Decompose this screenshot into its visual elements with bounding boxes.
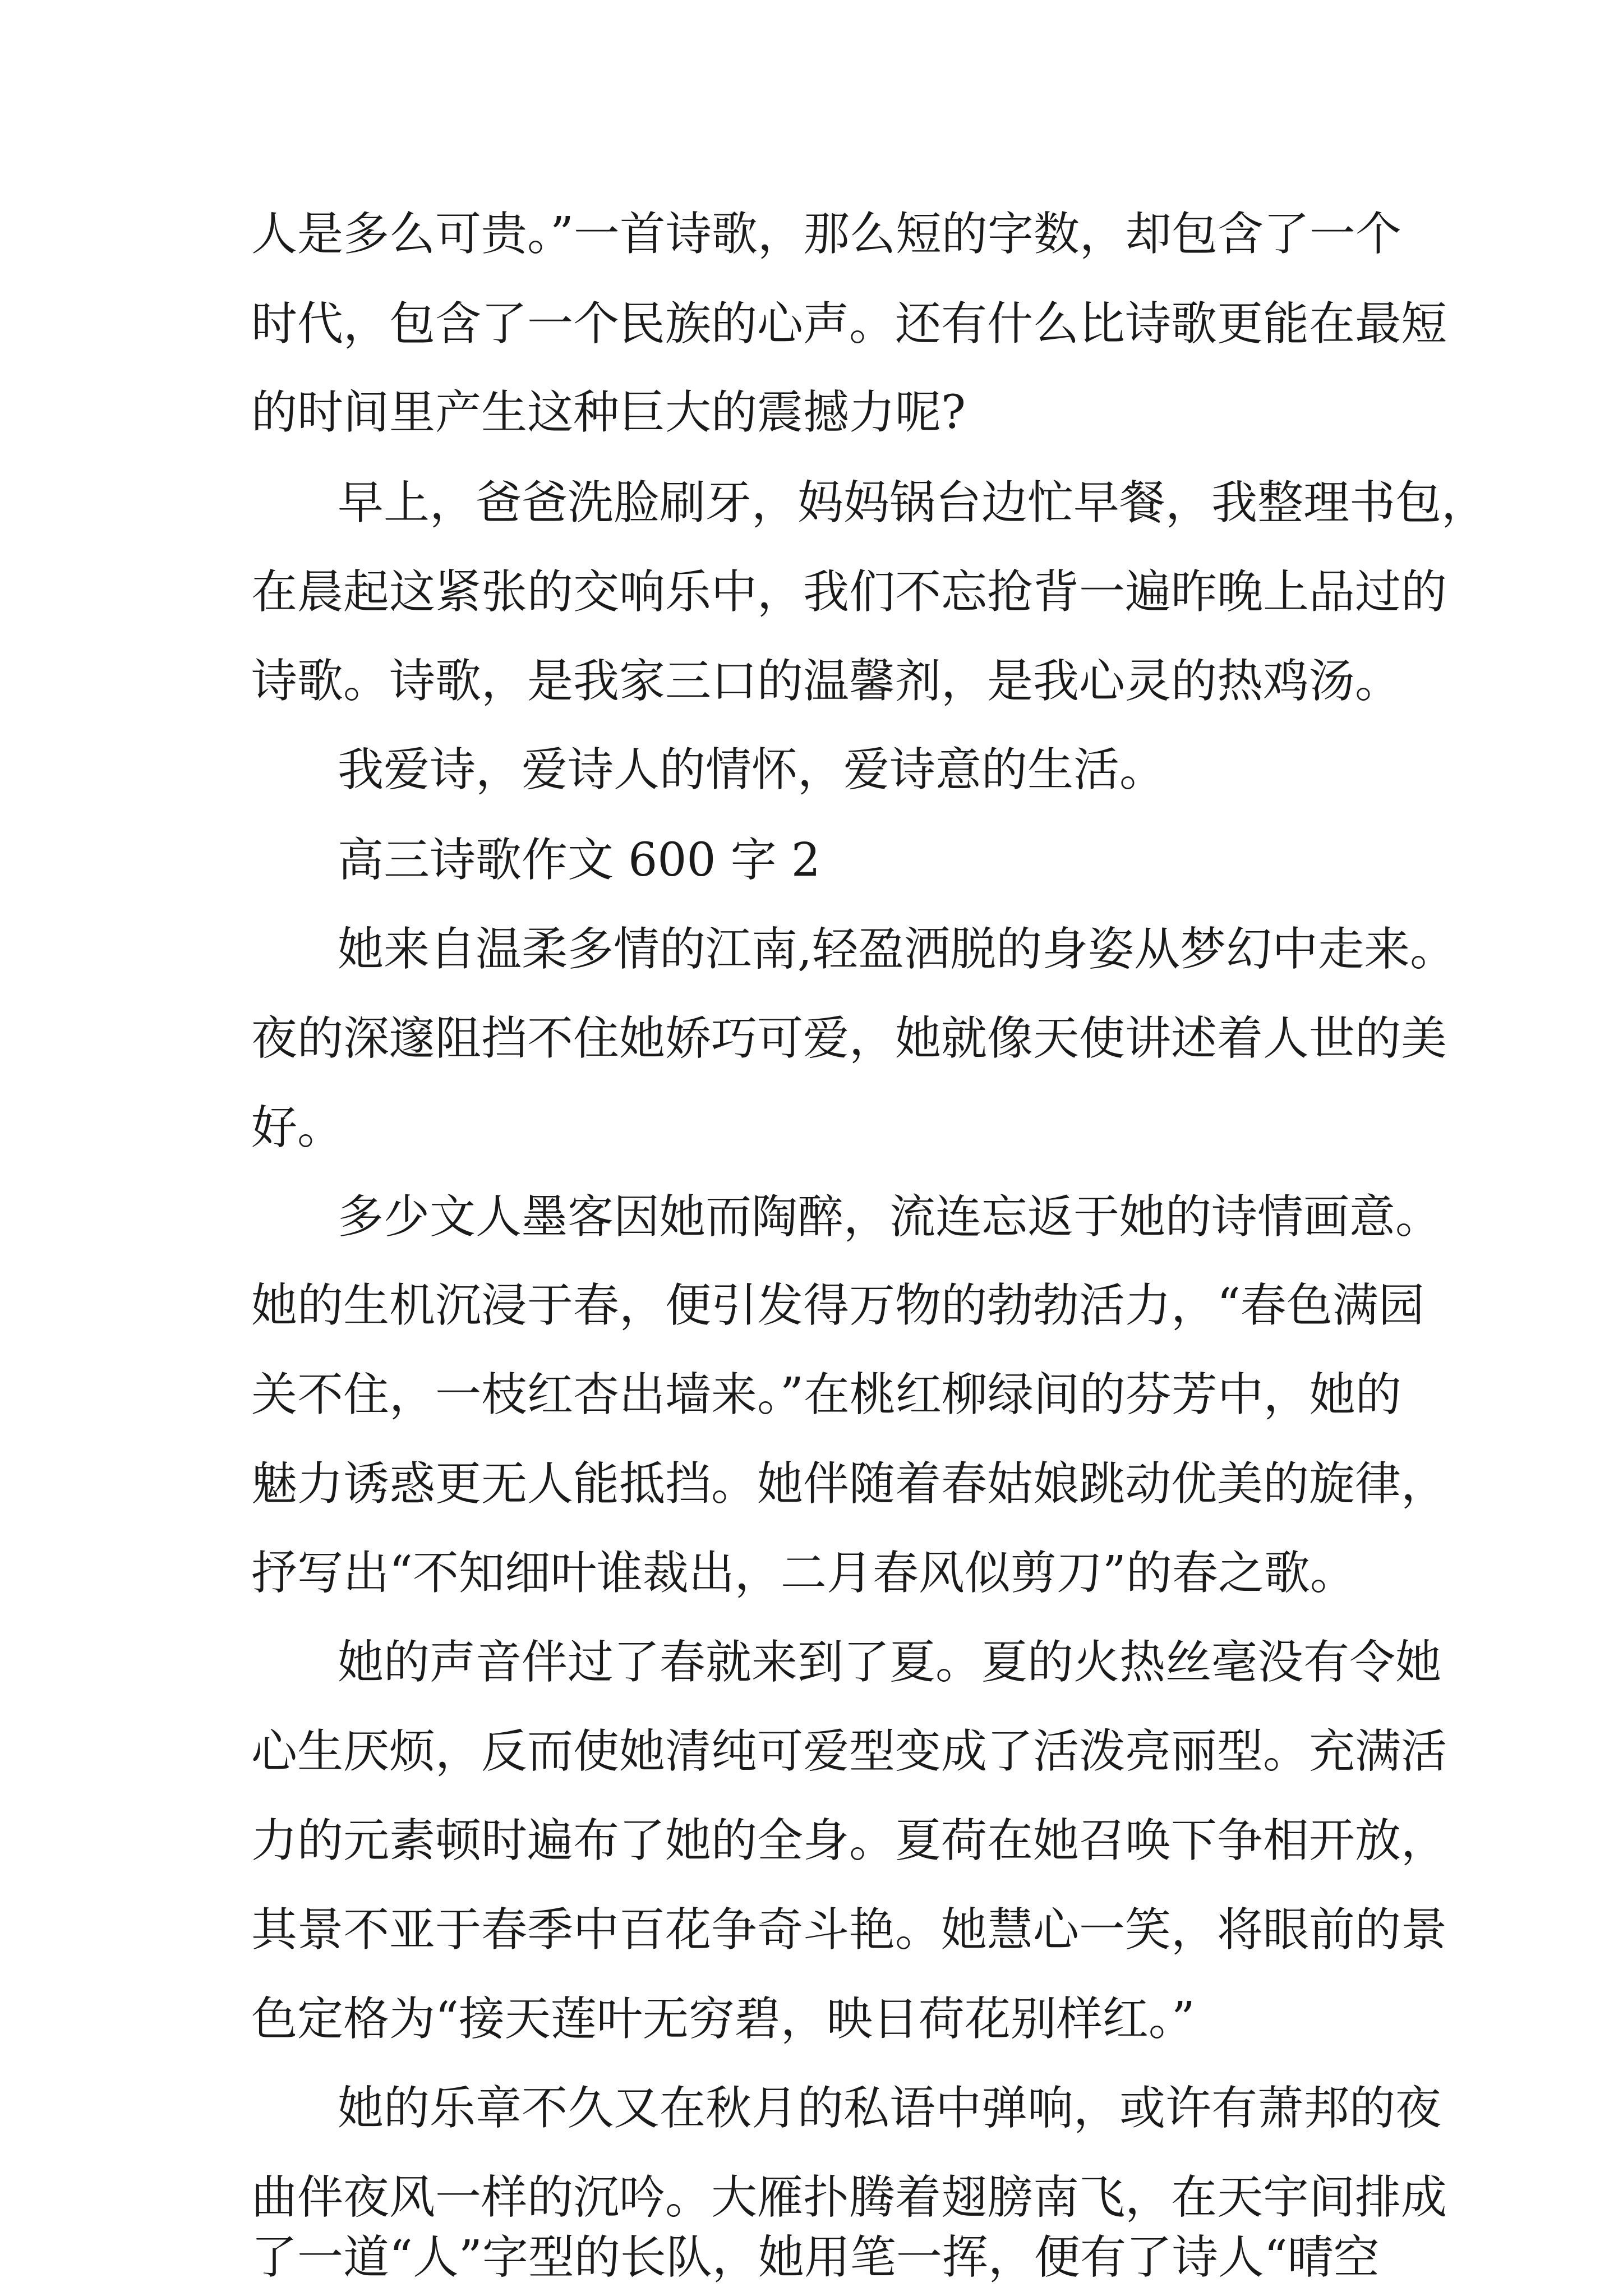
text-line: 她来自温柔多情的江南,轻盈洒脱的身姿从梦幻中走来。 — [338, 923, 1456, 976]
text-line: 心生厌烦，反而使她清纯可爱型变成了活泼亮丽型。充满活 — [251, 1725, 1447, 1778]
text-line: 关不住，一枝红杏出墙来。”在桃红柳绿间的芬芳中，她的 — [251, 1368, 1401, 1421]
text-line: 她的乐章不久又在秋月的私语中弹响，或许有萧邦的夜 — [338, 2082, 1442, 2135]
text-line: 她的生机沉浸于春，便引发得万物的勃勃活力，“春色满园 — [251, 1279, 1424, 1332]
text-line: 的时间里产生这种巨大的震撼力呢? — [251, 386, 966, 439]
text-line: 抒写出“不知细叶谁裁出，二月春风似剪刀”的春之歌。 — [251, 1547, 1356, 1600]
text-line: 在晨起这紧张的交响乐中，我们不忘抢背一遍昨晚上品过的 — [251, 565, 1447, 619]
text-line: 曲伴夜风一样的沉吟。大雁扑腾着翅膀南飞，在天宇间排成 — [251, 2171, 1447, 2224]
text-line: 魅力诱惑更无人能抵挡。她伴随着春姑娘跳动优美的旋律， — [251, 1457, 1447, 1511]
text-line: 力的元素顿时遍布了她的全身。夏荷在她召唤下争相开放， — [251, 1814, 1447, 1867]
text-line: 夜的深邃阻挡不住她娇巧可爱，她就像天使讲述着人世的美 — [251, 1012, 1447, 1065]
section-heading: 高三诗歌作文 600 字 2 — [338, 834, 820, 887]
text-line: 了一道“人”字型的长队，她用笔一挥，便有了诗人“晴空 — [251, 2231, 1380, 2284]
text-line: 其景不亚于春季中百花争奇斗艳。她慧心一笑，将眼前的景 — [251, 1903, 1447, 1957]
text-line: 她的声音伴过了春就来到了夏。夏的火热丝毫没有令她 — [338, 1636, 1442, 1689]
text-line: 早上，爸爸洗脸刷牙，妈妈锅台边忙早餐，我整理书包， — [338, 476, 1488, 530]
text-line: 色定格为“接天莲叶无穷碧，映日荷花别样红。” — [251, 1993, 1195, 2046]
text-line: 诗歌。诗歌，是我家三口的温馨剂，是我心灵的热鸡汤。 — [251, 655, 1401, 708]
text-line: 好。 — [251, 1101, 344, 1154]
text-line: 人是多么可贵。”一首诗歌，那么短的字数，却包含了一个 — [251, 208, 1401, 261]
text-line: 时代，包含了一个民族的心声。还有什么比诗歌更能在最短 — [251, 297, 1447, 351]
text-line: 我爱诗，爱诗人的情怀，爱诗意的生活。 — [338, 743, 1166, 797]
text-line: 多少文人墨客因她而陶醉，流连忘返于她的诗情画意。 — [338, 1190, 1442, 1244]
